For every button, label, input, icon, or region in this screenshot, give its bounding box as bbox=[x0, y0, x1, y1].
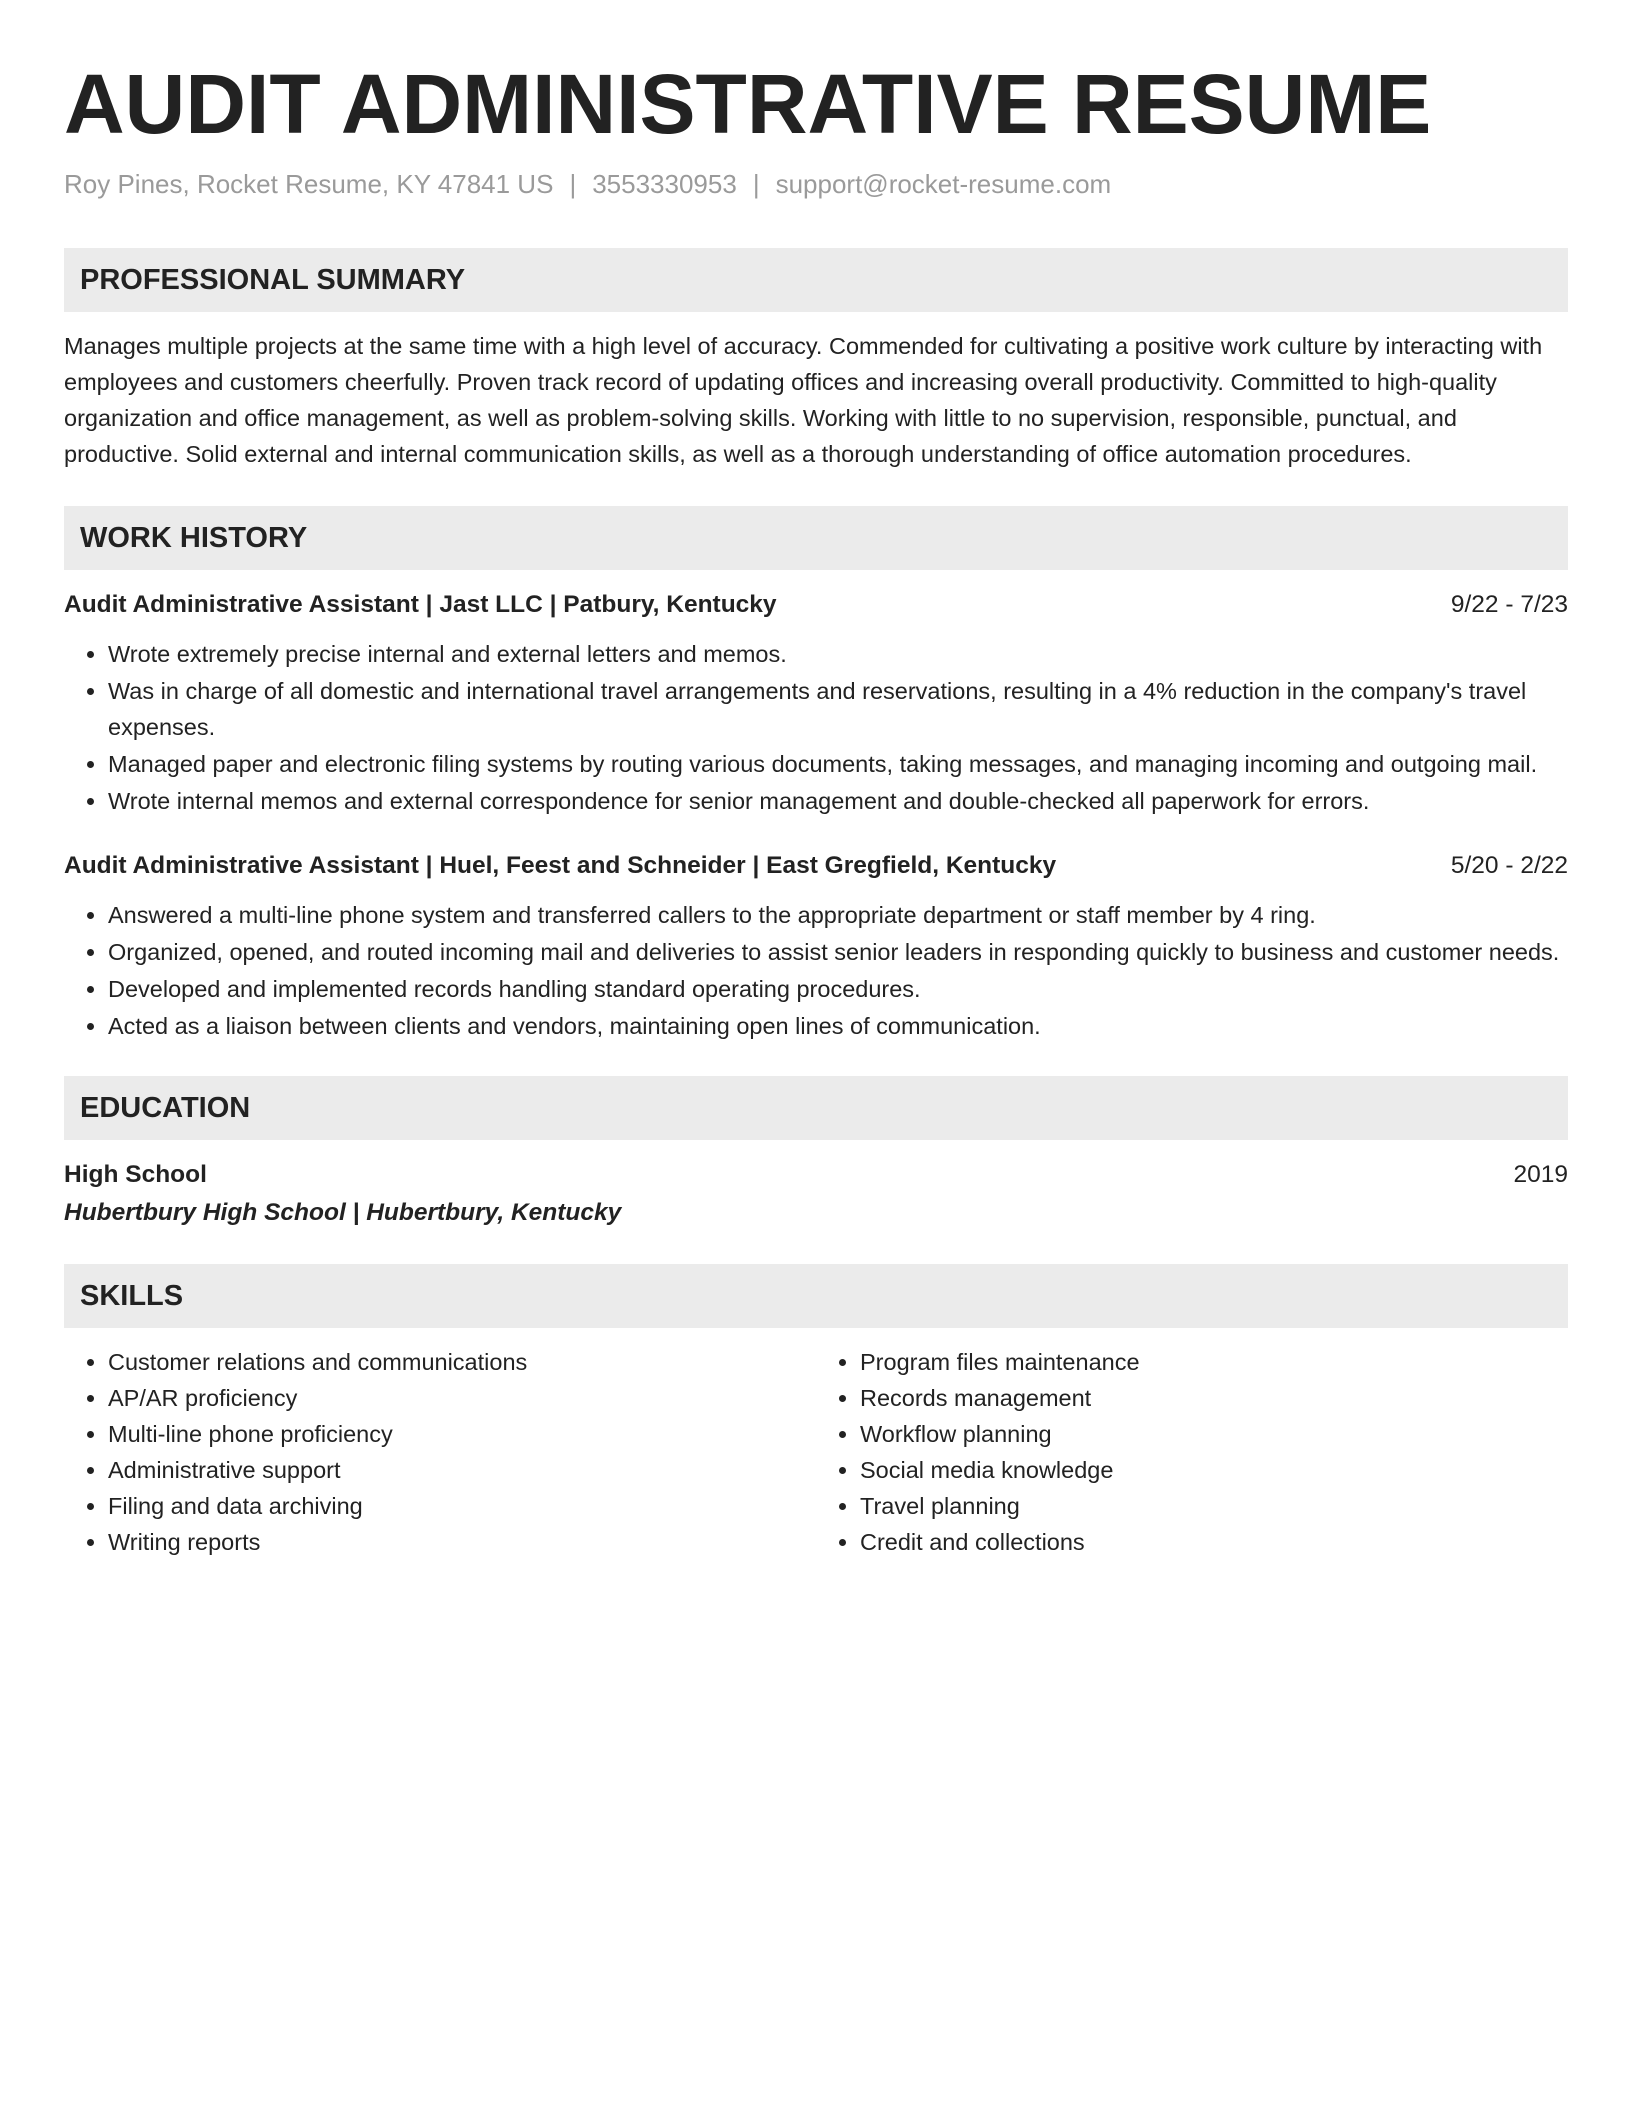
skill-item: • AP/AR proficiency bbox=[108, 1380, 816, 1416]
education-header bbox=[64, 1158, 1568, 1192]
skill-item: • Multi-line phone proficiency bbox=[108, 1416, 816, 1452]
job-bullet: • Managed paper and electronic filing systems by routing various documents, taking messages, and managing incoming and outgoing mail. bbox=[108, 746, 1568, 782]
contact-line bbox=[64, 168, 1568, 200]
job-bullet: • Acted as a liaison between clients and vendors, maintaining open lines of communication. bbox=[108, 1008, 1568, 1044]
job-bullet: • Developed and implemented records handling standard operating procedures. bbox=[108, 971, 1568, 1007]
job-bullet: • Answered a multi-line phone system and transferred callers to the appropriate department or staff member by 4 ring. bbox=[108, 897, 1568, 933]
skill-item: • Administrative support bbox=[108, 1452, 816, 1488]
job-header bbox=[64, 849, 1568, 883]
skills-column-right bbox=[816, 1344, 1568, 1560]
skill-item: • Filing and data archiving bbox=[108, 1488, 816, 1524]
job-dates: 5/20 - 2/22 bbox=[1450, 852, 1568, 879]
job-bullets bbox=[64, 897, 1568, 1044]
education-year: 2019 bbox=[1513, 1161, 1568, 1188]
skill-item: • Writing reports bbox=[108, 1524, 816, 1560]
contact-separator: | bbox=[569, 169, 577, 199]
job-bullet: • Wrote internal memos and external correspondence for senior management and double-checked all paperwork for errors. bbox=[108, 783, 1568, 819]
job-title: Audit Administrative Assistant | Jast LLC | Patbury, Kentucky bbox=[64, 591, 777, 618]
skill-item: • Travel planning bbox=[860, 1488, 1568, 1524]
job-bullet: • Was in charge of all domestic and international travel arrangements and reservations, resulting in a 4% reduction in the company's travel expenses. bbox=[108, 673, 1568, 745]
section-header-education: EDUCATION bbox=[64, 1076, 1568, 1140]
job-entry bbox=[64, 849, 1568, 1044]
section-header-skills: SKILLS bbox=[64, 1264, 1568, 1328]
skill-item: • Credit and collections bbox=[860, 1524, 1568, 1560]
skills-column-left bbox=[64, 1344, 816, 1560]
job-entry bbox=[64, 588, 1568, 819]
section-header-summary: PROFESSIONAL SUMMARY bbox=[64, 248, 1568, 312]
contact-address: Roy Pines, Rocket Resume, KY 47841 US bbox=[64, 169, 554, 199]
skill-item: • Customer relations and communications bbox=[108, 1344, 816, 1380]
summary-text: Manages multiple projects at the same time with a high level of accuracy. Commended for cultivating a positive work culture by interacting with employees and customers cheerfully. Proven track record of updating offices and increasing overall productivity. Committed to high-quality organization and office management, as well as problem-solving skills. Working with little to no supervision, responsible, punctual, and productive. Solid external and internal communication skills, as well as a thorough understanding of office automation procedures. bbox=[64, 333, 1543, 467]
skill-item: • Social media knowledge bbox=[860, 1452, 1568, 1488]
contact-separator: | bbox=[752, 169, 760, 199]
education-school: Hubertbury High School | Hubertbury, Kentucky bbox=[64, 1199, 622, 1226]
job-bullets bbox=[64, 636, 1568, 819]
job-header bbox=[64, 588, 1568, 622]
contact-email: support@rocket-resume.com bbox=[775, 169, 1112, 199]
job-title: Audit Administrative Assistant | Huel, Feest and Schneider | East Gregfield, Kentucky bbox=[64, 852, 1057, 879]
skill-item: • Workflow planning bbox=[860, 1416, 1568, 1452]
section-header-work-history: WORK HISTORY bbox=[64, 506, 1568, 570]
resume-title: AUDIT ADMINISTRATIVE RESUME bbox=[64, 57, 1432, 151]
job-dates: 9/22 - 7/23 bbox=[1450, 591, 1568, 618]
skills-list bbox=[64, 1344, 1568, 1560]
contact-phone: 3553330953 bbox=[592, 169, 737, 199]
skill-item: • Program files maintenance bbox=[860, 1344, 1568, 1380]
education-degree: High School bbox=[64, 1161, 207, 1188]
job-bullet: • Wrote extremely precise internal and external letters and memos. bbox=[108, 636, 1568, 672]
skill-item: • Records management bbox=[860, 1380, 1568, 1416]
job-bullet: • Organized, opened, and routed incoming mail and deliveries to assist senior leaders in responding quickly to business and customer needs. bbox=[108, 934, 1568, 970]
